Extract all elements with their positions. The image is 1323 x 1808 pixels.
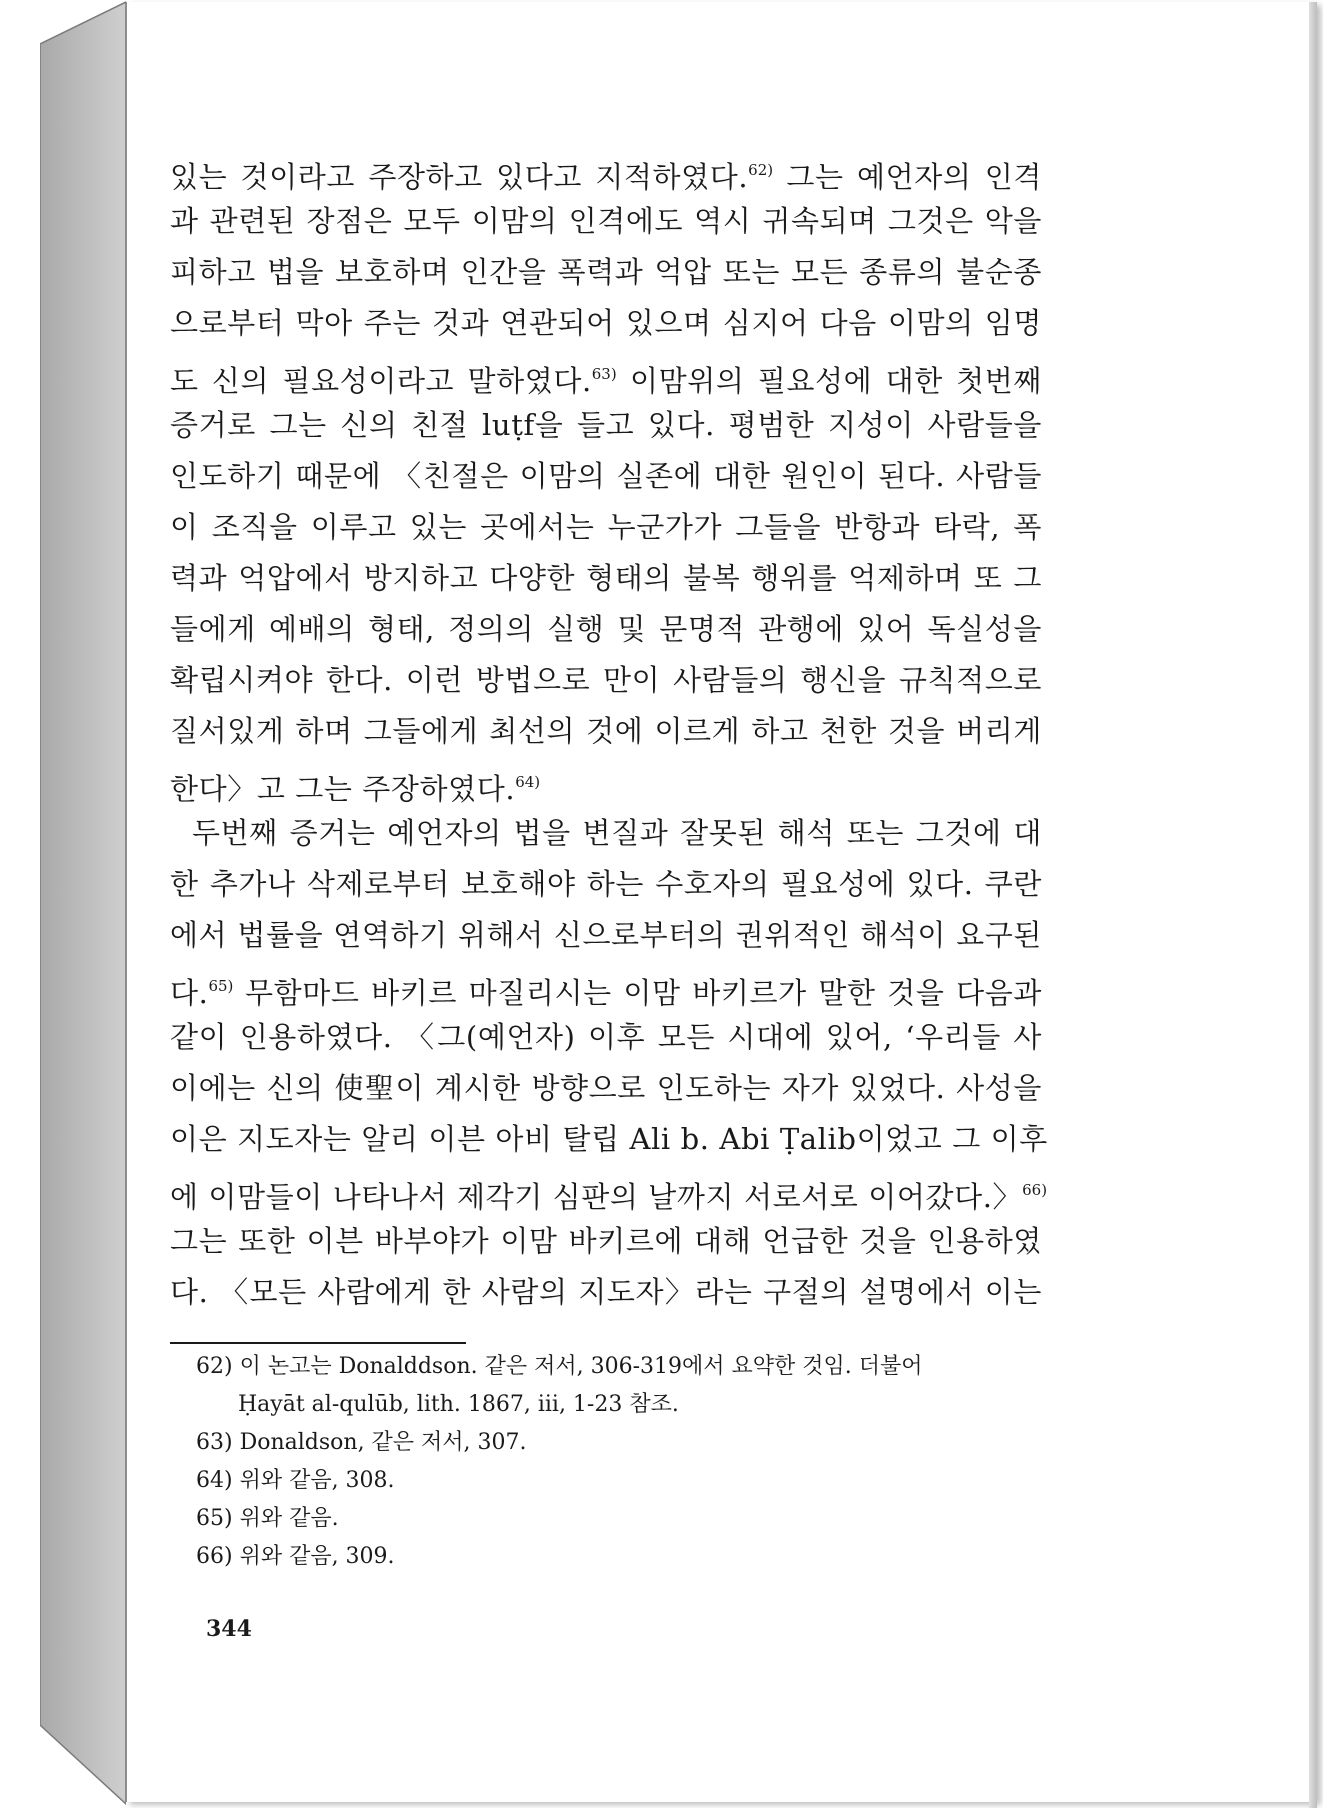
body-line-text: 같이 인용하였다. 〈그(예언자) 이후 모든 시대에 있어, ‘우리들 사 <box>170 1020 1042 1054</box>
body-line-text: 한 추가나 삭제로부터 보호해야 하는 수호자의 필요성에 있다. 쿠란 <box>170 867 1042 901</box>
footnote-line: 63) Donaldson, 같은 저서, 307. <box>196 1430 527 1455</box>
footnote-reference: 63) <box>591 365 617 383</box>
body-line-text: 그는 또한 이븐 바부야가 이맘 바키르에 대해 언급한 것을 인용하였 <box>170 1224 1042 1258</box>
body-line <box>170 859 1042 910</box>
body-line-text-after-ref: 무함마드 바키르 마질리시는 이맘 바키르가 말한 것을 다음과 <box>233 976 1042 1010</box>
body-line <box>170 757 1042 808</box>
footnote-line: 66) 위와 같음, 309. <box>196 1544 395 1569</box>
body-line <box>170 1114 1048 1165</box>
footnote-line: 64) 위와 같음, 308. <box>196 1468 395 1493</box>
body-line-text: 다. <box>170 976 209 1010</box>
body-line-text: 다. 〈모든 사람에게 한 사람의 지도자〉라는 구절의 설명에서 이는 <box>170 1275 1042 1309</box>
body-line-text: 확립시켜야 한다. 이런 방법으로 만이 사람들의 행신을 규칙적으로 <box>170 663 1042 697</box>
body-line <box>170 1063 1042 1114</box>
body-line <box>170 961 1042 1012</box>
body-line <box>170 706 1042 757</box>
body-line <box>170 1216 1042 1267</box>
footnote-line: 62) 이 논고는 Donalddson. 같은 저서, 306-319에서 요약한 것임. 더불어 <box>196 1354 923 1379</box>
body-line-text: 이에는 신의 使聖이 계시한 방향으로 인도하는 자가 있었다. 사성을 <box>170 1071 1042 1105</box>
body-line <box>170 451 1042 502</box>
body-line-text: 한다〉고 그는 주장하였다. <box>170 772 516 806</box>
body-line-text: 두번째 증거는 예언자의 법을 변질과 잘못된 해석 또는 그것에 대 <box>192 816 1042 850</box>
body-line <box>170 196 1042 247</box>
footnotes <box>196 1348 1048 1576</box>
body-line-text: 들에게 예배의 형태, 정의의 실행 및 문명적 관행에 있어 독실성을 <box>170 612 1042 646</box>
body-line-text: 에서 법률을 연역하기 위해서 신으로부터의 권위적인 해석이 요구된 <box>170 918 1042 952</box>
body-line-text: 에 이맘들이 나타나서 제각기 심판의 날까지 서로서로 이어갔다.〉 <box>170 1180 1023 1214</box>
body-line-text-after-ref: 그는 예언자의 인격 <box>773 160 1042 194</box>
footnote-reference: 64) <box>515 773 541 791</box>
book-spine-edge <box>40 0 126 1806</box>
footnote-separator <box>170 1342 466 1344</box>
body-line <box>170 655 1042 706</box>
footnote-line: Ḥayāt al-qulūb, lith. 1867, iii, 1-23 참조. <box>238 1392 679 1417</box>
body-line <box>170 1267 1042 1318</box>
footnote-reference: 65) <box>208 977 234 995</box>
body-line <box>170 349 1042 400</box>
body-line-text: 력과 억압에서 방지하고 다양한 형태의 불복 행위를 억제하며 또 그 <box>170 561 1042 595</box>
page-number: 344 <box>206 1616 252 1642</box>
body-line-text-after-ref: 이맘위의 필요성에 대한 첫번째 <box>616 364 1042 398</box>
body-line-text: 질서있게 하며 그들에게 최선의 것에 이르게 하고 천한 것을 버리게 <box>170 714 1042 748</box>
body-text <box>170 145 1048 1318</box>
page-edge <box>1309 2 1317 1808</box>
body-line-text: 인도하기 때문에 〈친절은 이맘의 실존에 대한 원인이 된다. 사람들 <box>170 459 1042 493</box>
body-line <box>170 808 1042 859</box>
body-line <box>170 298 1042 349</box>
footnote-reference: 62) <box>748 161 774 179</box>
body-line-text: 있는 것이라고 주장하고 있다고 지적하였다. <box>170 160 749 194</box>
body-line-text: 도 신의 필요성이라고 말하였다. <box>170 364 592 398</box>
body-line <box>170 604 1042 655</box>
body-line-text: 으로부터 막아 주는 것과 연관되어 있으며 심지어 다음 이맘의 임명 <box>170 306 1042 340</box>
body-line-text: 증거로 그는 신의 친절 luṭf을 들고 있다. 평범한 지성이 사람들을 <box>170 408 1042 442</box>
body-line <box>170 400 1042 451</box>
footnote-reference: 66) <box>1022 1181 1048 1199</box>
body-line-text: 이은 지도자는 알리 이븐 아비 탈립 Ali b. Abi Ṭalib이었고 그 이후 <box>170 1122 1048 1156</box>
body-line <box>170 145 1042 196</box>
body-line-text: 피하고 법을 보호하며 인간을 폭력과 억압 또는 모든 종류의 불순종 <box>170 255 1042 289</box>
body-line <box>170 1165 1048 1216</box>
footnote-line: 65) 위와 같음. <box>196 1506 339 1531</box>
body-line <box>170 1012 1042 1063</box>
body-line-text: 이 조직을 이루고 있는 곳에서는 누군가가 그들을 반항과 타락, 폭 <box>170 510 1042 544</box>
body-line <box>170 247 1042 298</box>
body-line <box>170 553 1042 604</box>
body-line <box>170 502 1042 553</box>
body-line-text: 과 관련된 장점은 모두 이맘의 인격에도 역시 귀속되며 그것은 악을 <box>170 204 1042 238</box>
body-line <box>170 910 1042 961</box>
